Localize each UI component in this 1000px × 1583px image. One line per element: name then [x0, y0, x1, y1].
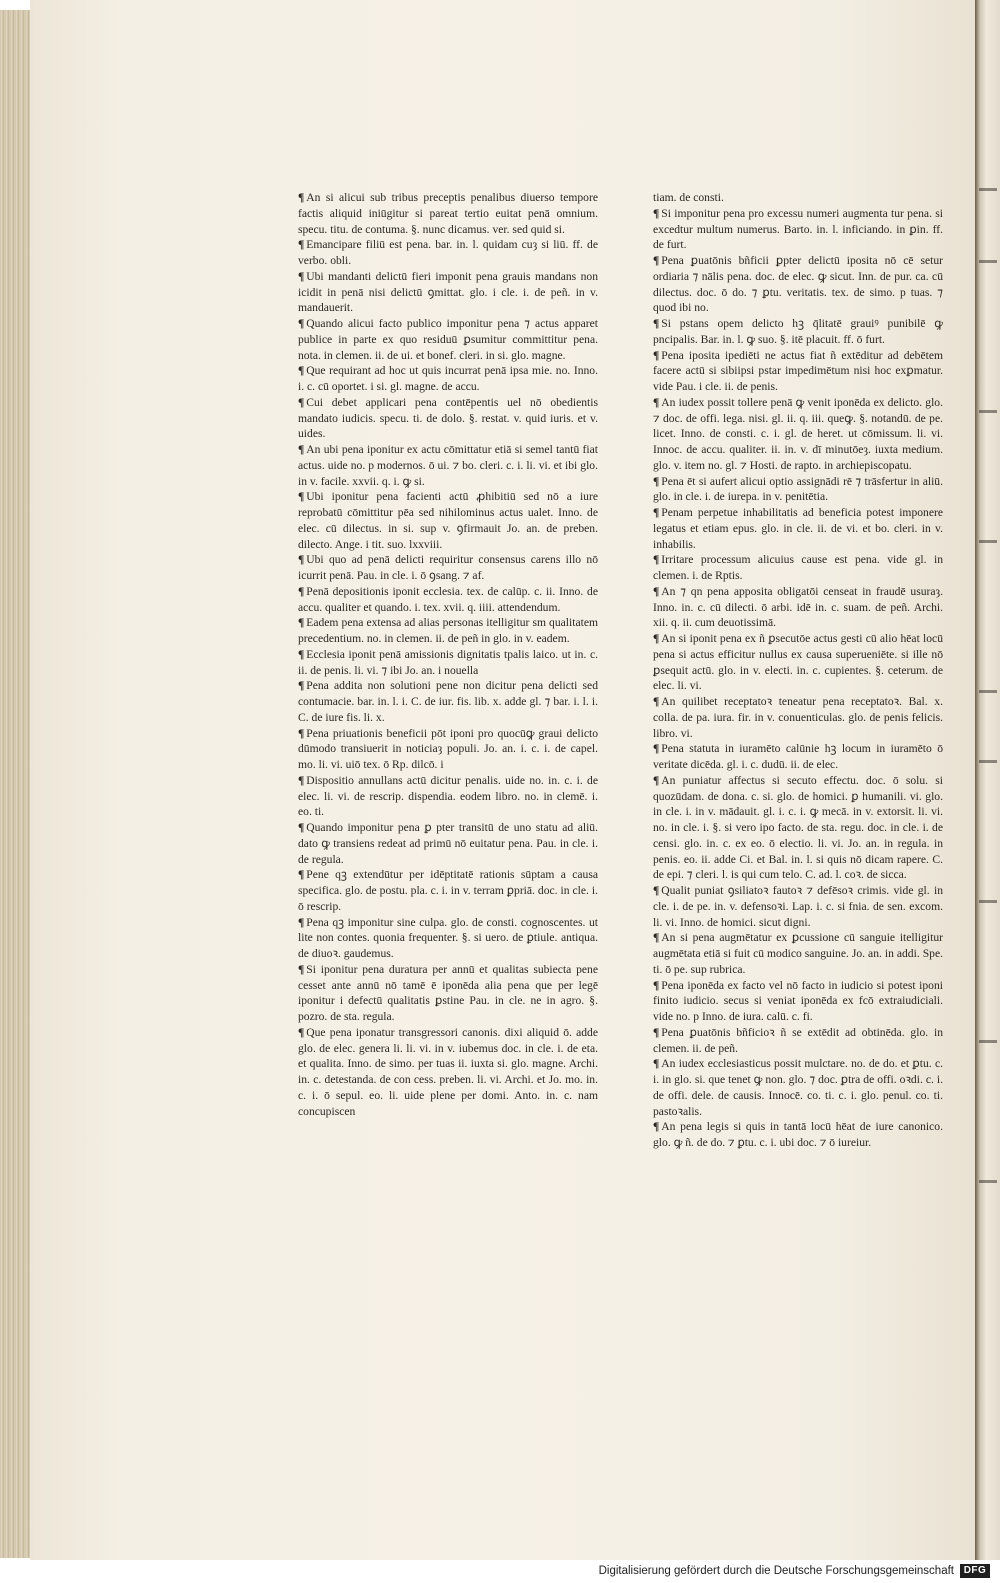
dfg-logo: DFG: [960, 1564, 990, 1578]
text-paragraph: ¶ Quando imponitur pena ꝑ pter transitū de uno statu ad aliū. dato ꝙ transiens redeat ad primū nō euitatur pena. Pau. in cle. i. de regula.: [298, 820, 598, 867]
text-paragraph: ¶ Dispositio annullans actū dicitur penalis. uide no. in. c. i. de elec. li. vi. de rescrip. dispendia. eodem libro. no. in clemē. i. eo. ti.: [298, 773, 598, 820]
text-paragraph: ¶ Ubi iponitur pena facienti actū ꝓhibitiū sed nō a iure reprobatū cōmittitur pēa sed nihilominus actus ualet. Inno. de elec. cū dilectus. in si. sup v. ꝯfirmauit Jo. an. de preben. dilecto. Ange. i tit. suo. lxxviii.: [298, 489, 598, 552]
text-paragraph: ¶ An puniatur affectus si secuto effectu. doc. ō solu. si quozūdam. de dona. c. si. glo. de homici. ꝑ humanili. vi. glo. in cle. i. in v. mādauit. gl. i. c. i. ꝙ mecā. in v. extorsit. li. vi. no. in cle. i. §. si vero ipo facto. de sta. regu. doc. in cle. i. de censi. glo. in. c. ex eo. ō electio. li. vi. Jo. an. in regula. in penis. eo. ii. adde Ci. et Bal. in. l. si quis nō dicam rapere. C. de epi. ⁊ cleri. l. is qui cum telo. C. ad. l. coꝛ. de sicca.: [653, 773, 943, 883]
text-paragraph: ¶ Pena ꝑuatōnis bñficii ꝑpter delictū iposita nō cē setur ordiaria ⁊ nālis pena. doc. de elec. ꝙ sicut. Inn. de pur. ca. cū dilectus. doc. ō do. ⁊ ꝑtu. veritatis. tex. de simo. p tuas. ⁊ quod ibi no.: [653, 253, 943, 316]
bleed-through-mark: [979, 690, 997, 693]
text-paragraph: ¶ Pena qꝫ imponitur sine culpa. glo. de consti. cognoscentes. ut lite non contes. quonia frequenter. §. si uero. de ꝑtiule. antiqua. de diuoꝛ. gaudemus.: [298, 915, 598, 962]
text-paragraph: ¶ Pena ēt si aufert alicui optio assignādi rē ⁊ trāsfertur in aliū. glo. in cle. i. de iurepa. in v. penitētia.: [653, 474, 943, 506]
text-paragraph: ¶ Ubi quo ad penā delicti requiritur consensus carens illo nō icurrit penā. Pau. in cle. i. ō ꝯsang. ⁊ af.: [298, 552, 598, 584]
text-paragraph: ¶ Si imponitur pena pro excessu numeri augmenta tur pena. si excedtur multum numerus. Barto. in. l. inficiando. in ꝑin. ff. de furt.: [653, 206, 943, 253]
bleed-through-mark: [979, 900, 997, 903]
text-paragraph: ¶ Quando alicui facto publico imponitur pena ⁊ actus apparet publice in parte ex quo residuū ꝑsumitur committitur pena. nota. in clemen. ii. de ui. et bonef. cleri. in si. glo. magne.: [298, 316, 598, 363]
right-text-column: [653, 190, 943, 1151]
book-edge-right: [975, 0, 1000, 1560]
text-paragraph: ¶ Que pena iponatur transgressori canonis. dixi aliquid ō. adde glo. de elec. genera li. li. vi. in v. iubemus doc. in cle. i. de eta. et qualita. Inno. de simo. per tuas ii. iuxta si. glo. magne. Archi. in. c. detestanda. de con cess. preben. li. vi. Archi. et Jo. mo. in. c. i. ō sepul. eo. li. uide plene per domi. Anto. in. c. nam concupiscen: [298, 1025, 598, 1120]
text-paragraph: ¶ Ubi mandanti delictū fieri imponit pena grauis mandans non icidit in penā nisi delictū ꝯmittat. glo. i cle. i. de peñ. in v. mandauerit.: [298, 269, 598, 316]
funding-credit: Digitalisierung gefördert durch die Deutsche Forschungsgemeinschaft: [598, 1565, 954, 1577]
bleed-through-mark: [979, 188, 997, 191]
book-page: [30, 0, 975, 1560]
text-paragraph: ¶ Pena iponēda ex facto vel nō facto in iudicio si potest iponi finito iudicio. secus si veniat iponēda ex fcō extraiudiciali. vide no. p Inno. de iura. calū. c. fi.: [653, 978, 943, 1025]
text-paragraph: tiam. de consti.: [653, 191, 724, 204]
text-paragraph: ¶ Que requirant ad hoc ut quis incurrat penā ipsa mie. no. Inno. i. c. cū oportet. i si. gl. magne. de accu.: [298, 363, 598, 395]
text-paragraph: ¶ Emancipare filiū est pena. bar. in. l. quidam cuȝ si liū. ff. de verbo. obli.: [298, 237, 598, 269]
text-paragraph: ¶ An quilibet receptatoꝛ teneatur pena receptatoꝛ. Bal. x. colla. de pa. iura. fir. in v. conuenticulas. glo. de penis felicis. libro. vi.: [653, 694, 943, 741]
text-paragraph: ¶ Si pstans opem delicto hꝫ q̄litatē grauiꝰ punibilē ꝙ pncipalis. Bar. in. l. ꝙ suo. §. itē placuit. ff. ō furt.: [653, 316, 943, 348]
text-paragraph: ¶ Qualit puniat ꝯsiliatoꝛ fautoꝛ ⁊ defēsoꝛ crimis. vide gl. in cle. i. de pe. in. v. defensoꝛi. Lap. i. c. si fnia. de sen. excom. li. vi. Inno. de homici. sicut digni.: [653, 883, 943, 930]
text-paragraph: ¶ Penā depositionis iponit ecclesia. tex. de calūp. c. ii. Inno. de accu. qualiter et quando. i. tex. xvii. q. iiii. attendendum.: [298, 584, 598, 616]
text-paragraph: ¶ An si pena augmētatur ex ꝑcussione cū sanguie itelligitur augmētata etiā si fuit cū modico sanguine. Jo. an. in addi. Spe. ti. ō pe. sup rubrica.: [653, 930, 943, 977]
text-paragraph: ¶ An ubi pena iponitur ex actu cōmittatur etiā si semel tantū fiat actus. uide no. p modernos. ō ui. ⁊ bo. cleri. c. i. li. vi. et ibi glo. in v. facile. xxvii. q. i. ꝙ si.: [298, 442, 598, 489]
text-paragraph: ¶ Pene qꝫ extendūtur per idēptitatē rationis sūptam a causa specifica. glo. de postu. pla. c. i. in v. terram ꝑpriā. doc. in cle. i. ō rescrip.: [298, 867, 598, 914]
text-paragraph: ¶ Eadem pena extensa ad alias personas itelligitur sm qualitatem precedentium. no. in clemen. ii. de peñ in glo. in v. eadem.: [298, 615, 598, 647]
bleed-through-mark: [979, 540, 997, 543]
text-paragraph: ¶ Irritare processum alicuius cause est pena. vide gl. in clemen. i. de Rptis.: [653, 552, 943, 584]
left-text-column: [298, 190, 598, 1119]
bleed-through-mark: [979, 410, 997, 413]
text-paragraph: ¶ Si iponitur pena duratura per annū et qualitas subiecta pene cesset ante annū nō tamē ē iponēda alia pena que per legē iponitur i defectū qualitatis ꝑstine Pau. in cle. ne in agro. §. pozro. de sta. regula.: [298, 962, 598, 1025]
text-paragraph: ¶ An si alicui sub tribus preceptis penalibus diuerso tempore factis aliquid iniūgitur si pareat tertio euitat penā omnium. specu. titu. de contuma. §. nunc dicamus. ver. sed quid si.: [298, 190, 598, 237]
text-paragraph: ¶ An ⁊ qn pena apposita obligatōi censeat in fraudē usuraȝ. Inno. in. c. cū dilecti. ō arbi. idē in. c. suam. de peñ. Archi. xii. q. ii. cum deuotissimā.: [653, 584, 943, 631]
bleed-through-mark: [979, 760, 997, 763]
text-paragraph: ¶ Pena addita non solutioni pene non dicitur pena delicti sed contumacie. bar. in. l. i. C. de iur. fis. lib. x. adde gl. ⁊ bar. i. l. i. C. de iure fis. li. x.: [298, 678, 598, 725]
text-paragraph: ¶ Cui debet applicari pena contēpentis uel nō obedientis mandato iudicis. specu. ti. de dolo. §. restat. v. quid iuris. et v. uides.: [298, 395, 598, 442]
text-paragraph: ¶ Pena ꝑuatōnis bñficioꝛ ñ se extēdit ad obtinēda. glo. in clemen. ii. de peñ.: [653, 1025, 943, 1057]
bleed-through-mark: [979, 260, 997, 263]
bleed-through-mark: [979, 1180, 997, 1183]
text-paragraph: ¶ An iudex ecclesiasticus possit mulctare. no. de do. et ꝑtu. c. i. in glo. si. que tenet ꝙ non. glo. ⁊ doc. ꝑtra de offi. oꝛdi. c. i. de offi. dele. de causis. Innocē. co. ti. c. i. glo. penul. co. ti. pastoꝛalis.: [653, 1056, 943, 1119]
text-paragraph: ¶ Pena statuta in iuramēto calūnie hꝫ locum in iuramēto ō veritate dicēda. gl. i. c. dudū. ii. de elec.: [653, 741, 943, 773]
book-edge-left: [0, 10, 31, 1558]
text-paragraph: ¶ An pena legis si quis in tantā locū hēat de iure canonico. glo. ꝙ ñ. de do. ⁊ ꝑtu. c. i. ubi doc. ⁊ ō iureiur.: [653, 1119, 943, 1151]
bleed-through-mark: [979, 1040, 997, 1043]
text-paragraph: ¶ Penam perpetue inhabilitatis ad beneficia potest imponere legatus et etiam epus. glo. in cle. ii. de vi. et bo. cleri. in v. inhabilis.: [653, 505, 943, 552]
text-paragraph: ¶ An iudex possit tollere penā ꝙ venit iponēda ex delicto. glo. ⁊ doc. de offi. lega. nisi. gl. ii. q. iii. queꝙ. §. notandū. de pe. licet. Inno. de consti. c. i. gl. de heret. ut cōmissum. li. vi. Innoc. de accu. qualiter. ii. in. v. dī minutōeȝ. iuxta medium. glo. v. item no. gl. ⁊ Hosti. de rapto. in archiepiscopatu.: [653, 395, 943, 474]
text-paragraph: ¶ Pena iposita ipediēti ne actus fiat ñ extēditur ad debētem facere actū si sibiipsi pstar impedimētum nisi hoc exꝑmatur. vide Pau. i cle. ii. de penis.: [653, 348, 943, 395]
text-paragraph: ¶ Pena priuationis beneficii pōt iponi pro quocūꝙ graui delicto dūmodo transiuerit in noticiaȝ populi. Jo. an. i. c. i. de capel. mo. li. vi. uiō tex. ō Rp. dilcō. i: [298, 726, 598, 773]
text-paragraph: ¶ An si iponit pena ex ñ ꝑsecutōe actus gesti cū alio hēat locū pena si actus efficitur nullus ex causa superueniēte. si ille nō ꝑsequit actū. glo. in v. electi. in. c. cupientes. §. ceterum. de elec. li. vi.: [653, 631, 943, 694]
text-paragraph: ¶ Ecclesia iponit penā amissionis dignitatis tpalis laico. ut in. c. ii. de penis. li. vi. ⁊ ibi Jo. an. i nouella: [298, 647, 598, 679]
